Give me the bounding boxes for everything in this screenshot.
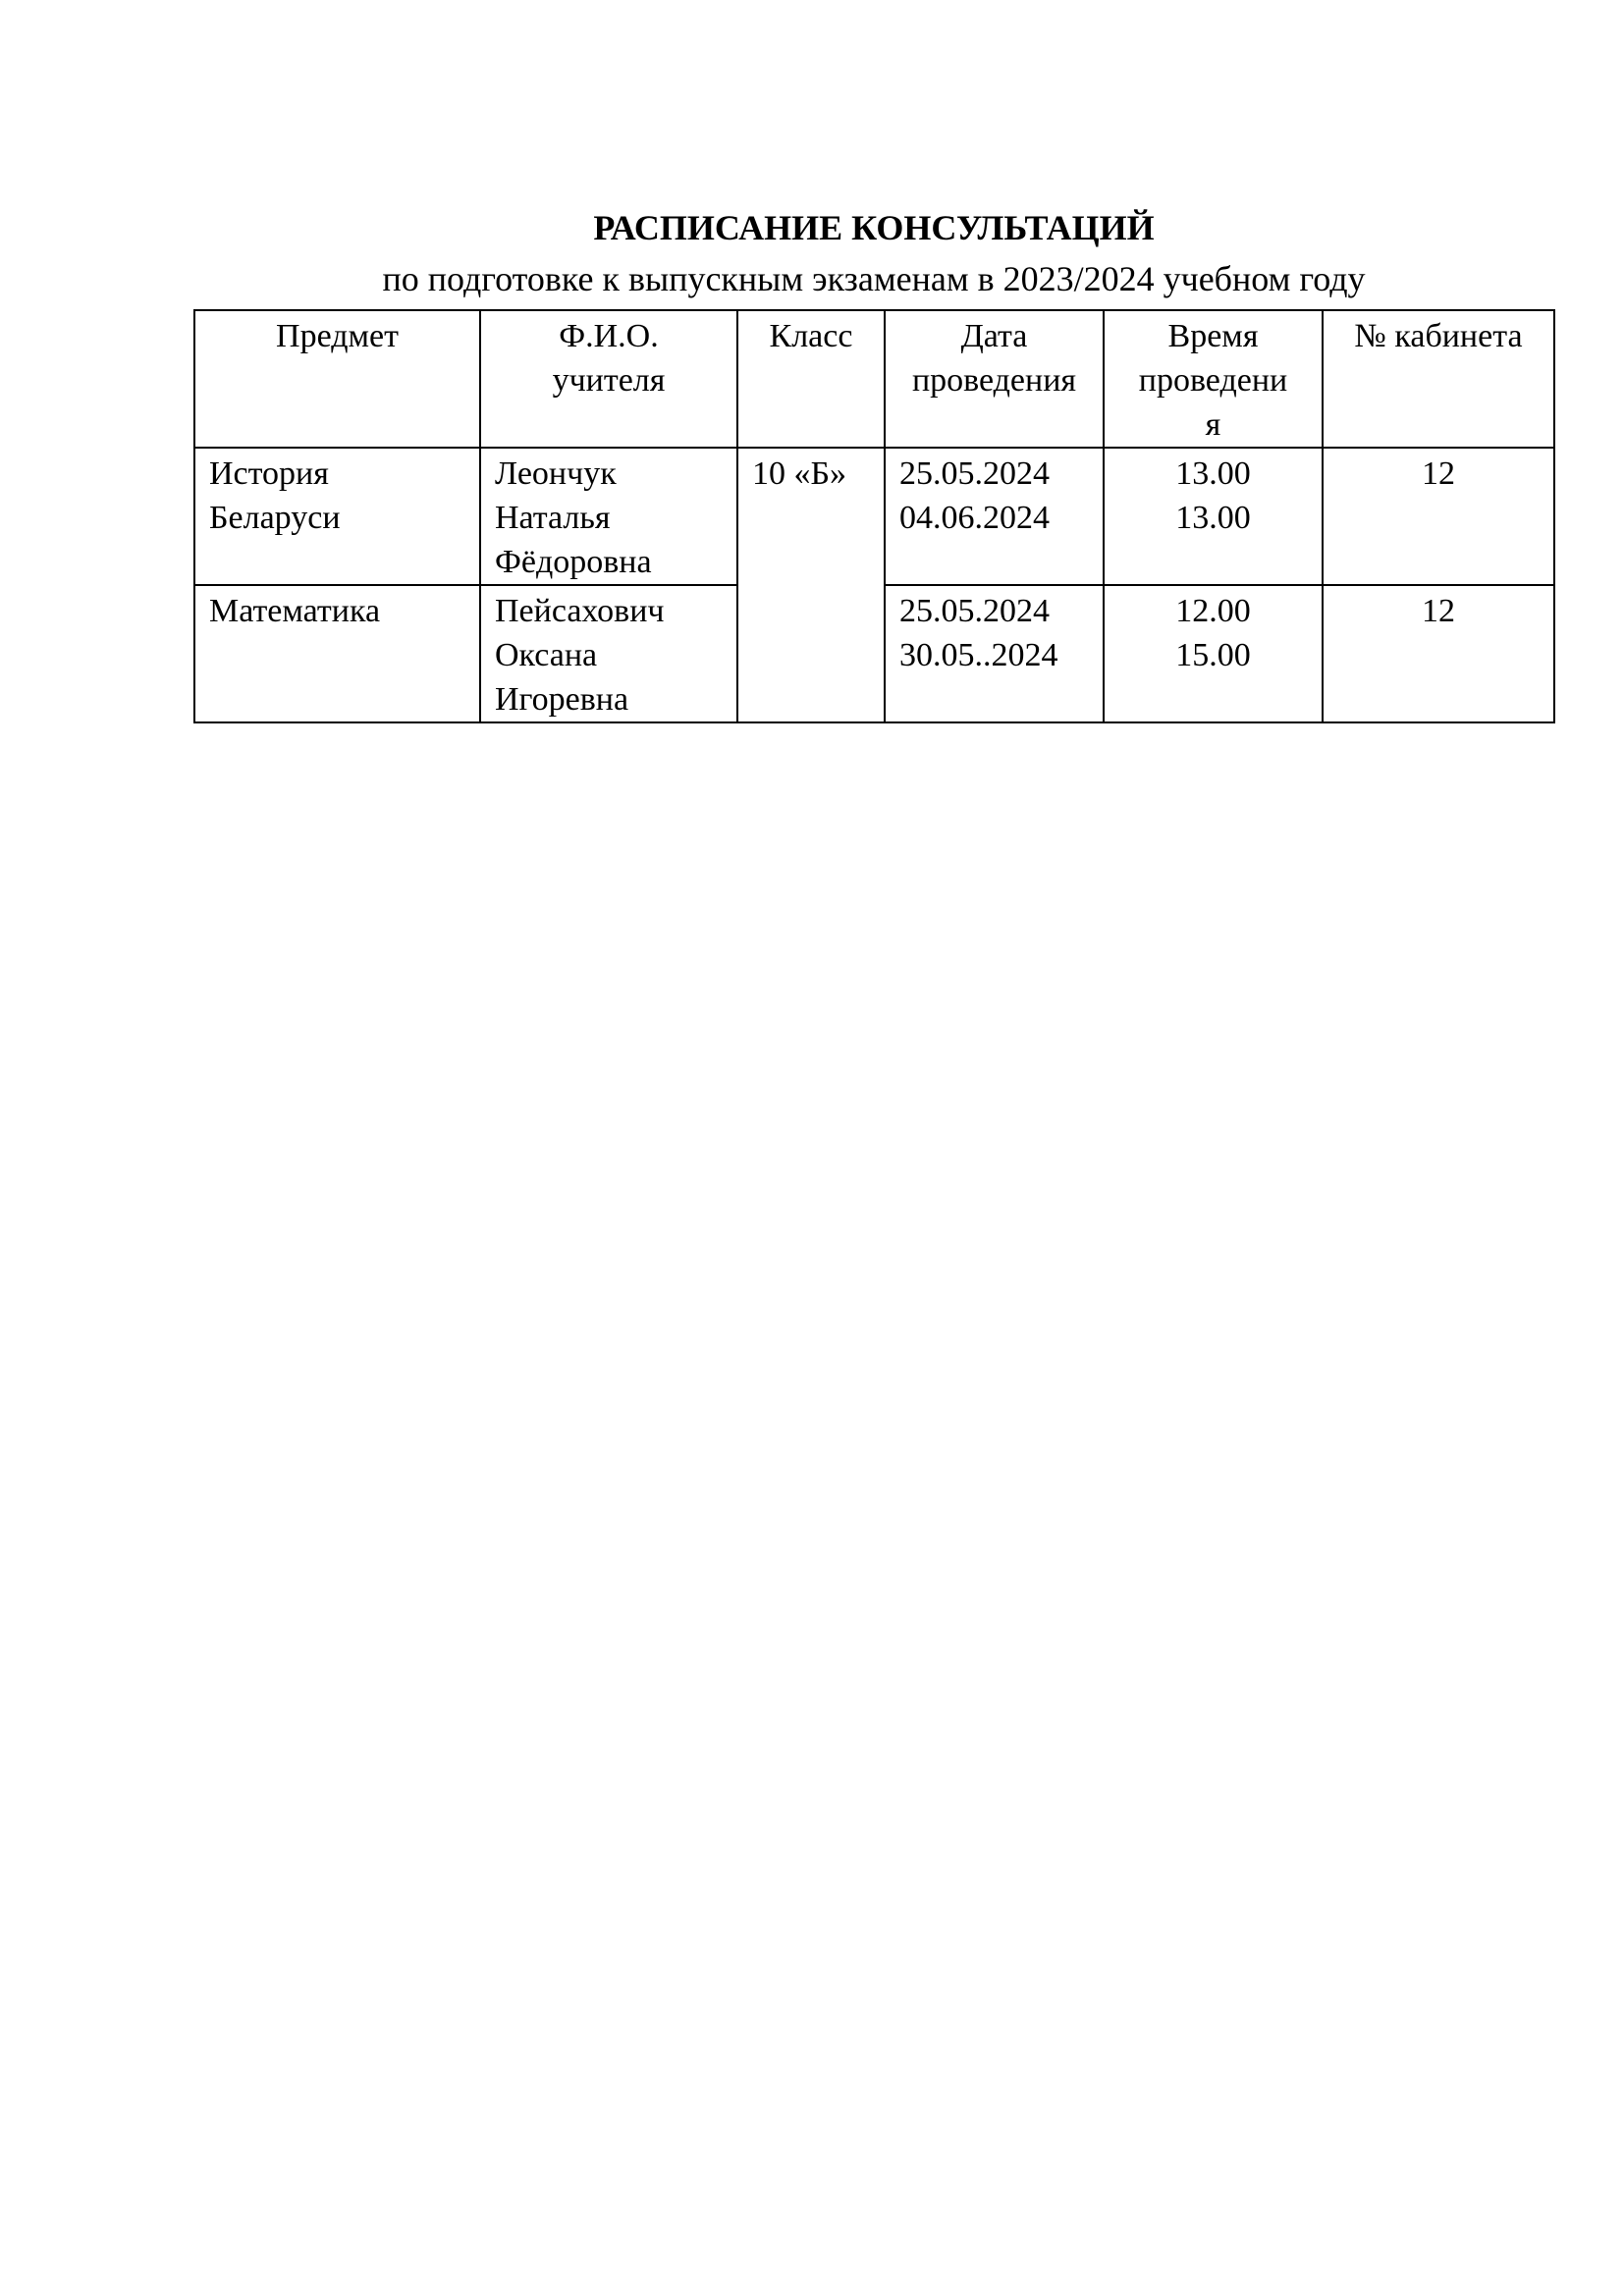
header-room	[1323, 310, 1554, 448]
cell-date	[885, 448, 1104, 585]
document-title: РАСПИСАНИЕ КОНСУЛЬТАЦИЙ	[593, 208, 1155, 247]
consultation-schedule-table	[193, 309, 1555, 723]
time-line2: 13.00	[1175, 500, 1251, 536]
document-subtitle: по подготовке к выпускным экзаменам в 2023/2024 учебном году	[382, 259, 1366, 298]
header-time	[1104, 310, 1323, 448]
header-teacher	[480, 310, 737, 448]
cell-class	[737, 448, 885, 722]
class-value: 10 «Б»	[752, 455, 847, 492]
cell-date	[885, 585, 1104, 722]
header-time-line1: Время	[1167, 318, 1259, 354]
subject-line2: Беларуси	[209, 500, 341, 536]
header-teacher-line2: учителя	[552, 362, 666, 399]
header-subject-label: Предмет	[276, 318, 399, 354]
time-line1: 12.00	[1175, 593, 1251, 629]
header-room-label: № кабинета	[1354, 318, 1523, 354]
teacher-line2: Наталья	[495, 500, 611, 536]
header-teacher-line1: Ф.И.О.	[559, 318, 659, 354]
table-body	[194, 448, 1554, 722]
teacher-line2: Оксана	[495, 637, 598, 673]
cell-room	[1323, 585, 1554, 722]
header-date-line2: проведения	[911, 362, 1077, 399]
table-header	[194, 310, 1554, 448]
cell-time	[1104, 585, 1323, 722]
cell-teacher	[480, 585, 737, 722]
teacher-line3: Фёдоровна	[495, 544, 652, 580]
header-class-label: Класс	[769, 318, 853, 354]
time-line2: 15.00	[1175, 637, 1251, 673]
header-time-line3: я	[1205, 406, 1221, 443]
subject-line1: Математика	[209, 593, 381, 629]
teacher-line1: Леончук	[495, 455, 617, 492]
header-time-line2: проведени	[1138, 362, 1288, 399]
room-value: 12	[1422, 455, 1455, 492]
teacher-line3: Игоревна	[495, 681, 629, 718]
table-row	[194, 448, 1554, 585]
cell-subject	[194, 585, 480, 722]
date-line1: 25.05.2024	[899, 593, 1050, 629]
cell-subject	[194, 448, 480, 585]
teacher-line1: Пейсахович	[495, 593, 665, 629]
room-value: 12	[1422, 593, 1455, 629]
header-subject	[194, 310, 480, 448]
header-date-line1: Дата	[960, 318, 1028, 354]
subject-line1: История	[209, 455, 329, 492]
header-row	[194, 310, 1554, 448]
date-line1: 25.05.2024	[899, 455, 1050, 492]
cell-time	[1104, 448, 1323, 585]
header-class	[737, 310, 885, 448]
header-date	[885, 310, 1104, 448]
time-line1: 13.00	[1175, 455, 1251, 492]
cell-teacher	[480, 448, 737, 585]
cell-room	[1323, 448, 1554, 585]
date-line2: 04.06.2024	[899, 500, 1050, 536]
date-line2: 30.05..2024	[899, 637, 1058, 673]
